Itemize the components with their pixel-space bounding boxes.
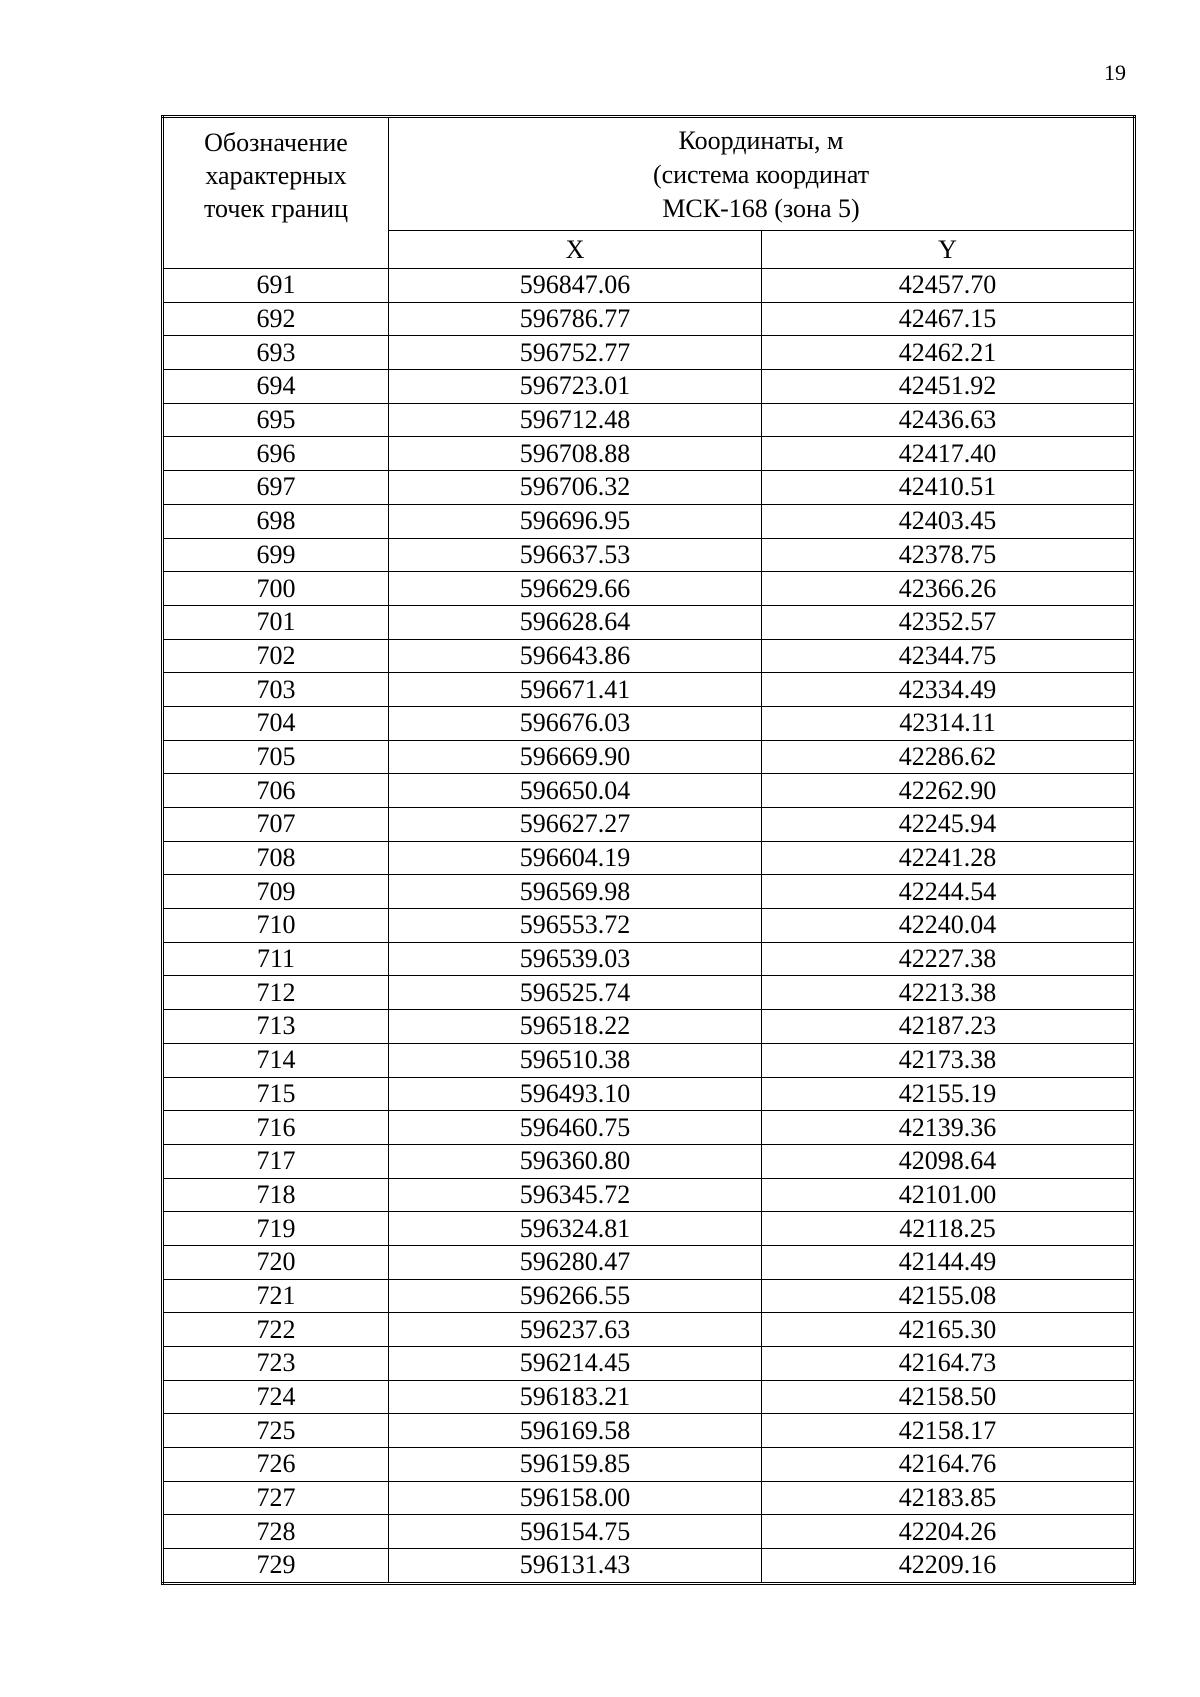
x-coordinate-cell: 596131.43 — [389, 1549, 762, 1584]
x-coordinate-cell: 596752.77 — [389, 336, 762, 370]
table-row — [163, 1347, 1135, 1381]
table-row — [163, 875, 1135, 909]
table-row — [163, 437, 1135, 471]
point-cell: 697 — [163, 471, 389, 505]
x-coordinate-cell: 596266.55 — [389, 1279, 762, 1313]
y-coordinate-cell: 42378.75 — [762, 538, 1135, 572]
y-coordinate-cell: 42155.19 — [762, 1077, 1135, 1111]
x-coordinate-cell: 596158.00 — [389, 1481, 762, 1515]
y-coordinate-cell: 42098.64 — [762, 1144, 1135, 1178]
table-row — [163, 976, 1135, 1010]
y-axis-header: Y — [762, 231, 1135, 269]
point-cell: 716 — [163, 1111, 389, 1145]
x-coordinate-cell: 596159.85 — [389, 1448, 762, 1482]
point-cell: 698 — [163, 504, 389, 538]
y-coordinate-cell: 42158.17 — [762, 1414, 1135, 1448]
point-cell: 709 — [163, 875, 389, 909]
y-coordinate-cell: 42187.23 — [762, 1010, 1135, 1044]
coords-header-line: Координаты, м — [678, 126, 844, 155]
coords-header-line: МСК-168 (зона 5) — [662, 194, 860, 223]
y-coordinate-cell: 42213.38 — [762, 976, 1135, 1010]
table-row — [163, 302, 1135, 336]
point-cell: 706 — [163, 774, 389, 808]
x-coordinate-cell: 596628.64 — [389, 605, 762, 639]
table-row — [163, 605, 1135, 639]
x-axis-header: X — [389, 231, 762, 269]
point-cell: 712 — [163, 976, 389, 1010]
x-coordinate-cell: 596214.45 — [389, 1347, 762, 1381]
point-cell: 723 — [163, 1347, 389, 1381]
x-coordinate-cell: 596569.98 — [389, 875, 762, 909]
table-row — [163, 1380, 1135, 1414]
table-row — [163, 1144, 1135, 1178]
table-row — [163, 403, 1135, 437]
page-number: 19 — [1104, 60, 1126, 85]
y-coordinate-cell: 42204.26 — [762, 1515, 1135, 1549]
table-row — [163, 740, 1135, 774]
y-coordinate-cell: 42173.38 — [762, 1043, 1135, 1077]
table-row — [163, 1279, 1135, 1313]
table-row — [163, 269, 1135, 303]
table-row — [163, 841, 1135, 875]
x-coordinate-cell: 596237.63 — [389, 1313, 762, 1347]
table-row — [163, 639, 1135, 673]
x-coordinate-cell: 596637.53 — [389, 538, 762, 572]
point-cell: 707 — [163, 808, 389, 842]
y-coordinate-cell: 42183.85 — [762, 1481, 1135, 1515]
table-row — [163, 1010, 1135, 1044]
x-coordinate-cell: 596183.21 — [389, 1380, 762, 1414]
table-row — [163, 706, 1135, 740]
point-cell: 720 — [163, 1245, 389, 1279]
y-coordinate-cell: 42286.62 — [762, 740, 1135, 774]
x-coordinate-cell: 596460.75 — [389, 1111, 762, 1145]
point-cell: 708 — [163, 841, 389, 875]
table-row — [163, 1111, 1135, 1145]
coords-header-line: (система координат — [652, 160, 870, 189]
point-header-line: Обозначение — [204, 128, 348, 157]
point-cell: 721 — [163, 1279, 389, 1313]
point-cell: 705 — [163, 740, 389, 774]
point-cell: 711 — [163, 942, 389, 976]
x-coordinate-cell: 596539.03 — [389, 942, 762, 976]
table-row — [163, 909, 1135, 943]
point-header-line: характерных — [205, 161, 347, 190]
table-row — [163, 1448, 1135, 1482]
x-coordinate-cell: 596345.72 — [389, 1178, 762, 1212]
table-row — [163, 538, 1135, 572]
point-cell: 710 — [163, 909, 389, 943]
y-coordinate-cell: 42344.75 — [762, 639, 1135, 673]
x-coordinate-cell: 596169.58 — [389, 1414, 762, 1448]
point-cell: 726 — [163, 1448, 389, 1482]
point-designation-header — [163, 117, 389, 269]
x-coordinate-cell: 596847.06 — [389, 269, 762, 303]
point-cell: 703 — [163, 673, 389, 707]
y-coordinate-cell: 42164.73 — [762, 1347, 1135, 1381]
table-row — [163, 1212, 1135, 1246]
x-coordinate-cell: 596510.38 — [389, 1043, 762, 1077]
y-coordinate-cell: 42158.50 — [762, 1380, 1135, 1414]
table-row — [163, 336, 1135, 370]
y-coordinate-cell: 42241.28 — [762, 841, 1135, 875]
y-coordinate-cell: 42467.15 — [762, 302, 1135, 336]
table-row — [163, 572, 1135, 606]
point-cell: 719 — [163, 1212, 389, 1246]
table-row — [163, 504, 1135, 538]
y-coordinate-cell: 42436.63 — [762, 403, 1135, 437]
y-coordinate-cell: 42227.38 — [762, 942, 1135, 976]
point-cell: 718 — [163, 1178, 389, 1212]
y-coordinate-cell: 42457.70 — [762, 269, 1135, 303]
table-row — [163, 1481, 1135, 1515]
table-row — [163, 774, 1135, 808]
y-coordinate-cell: 42240.04 — [762, 909, 1135, 943]
point-header-line: точек границ — [203, 194, 349, 223]
x-coordinate-cell: 596360.80 — [389, 1144, 762, 1178]
table-row — [163, 1313, 1135, 1347]
point-cell: 695 — [163, 403, 389, 437]
y-coordinate-cell: 42144.49 — [762, 1245, 1135, 1279]
point-cell: 727 — [163, 1481, 389, 1515]
x-coordinate-cell: 596518.22 — [389, 1010, 762, 1044]
x-coordinate-cell: 596708.88 — [389, 437, 762, 471]
y-coordinate-cell: 42244.54 — [762, 875, 1135, 909]
table-row — [163, 1515, 1135, 1549]
boundary-points-table — [161, 115, 1136, 1585]
x-coordinate-cell: 596643.86 — [389, 639, 762, 673]
y-coordinate-cell: 42417.40 — [762, 437, 1135, 471]
x-coordinate-cell: 596723.01 — [389, 370, 762, 404]
point-cell: 702 — [163, 639, 389, 673]
table-body — [163, 269, 1135, 1584]
point-cell: 714 — [163, 1043, 389, 1077]
x-coordinate-cell: 596493.10 — [389, 1077, 762, 1111]
y-coordinate-cell: 42334.49 — [762, 673, 1135, 707]
y-coordinate-cell: 42155.08 — [762, 1279, 1135, 1313]
point-cell: 700 — [163, 572, 389, 606]
x-coordinate-cell: 596676.03 — [389, 706, 762, 740]
table-header — [163, 117, 1135, 269]
y-coordinate-cell: 42451.92 — [762, 370, 1135, 404]
y-coordinate-cell: 42139.36 — [762, 1111, 1135, 1145]
table-row — [163, 1077, 1135, 1111]
x-coordinate-cell: 596712.48 — [389, 403, 762, 437]
point-cell: 692 — [163, 302, 389, 336]
table-row — [163, 1549, 1135, 1584]
point-cell: 694 — [163, 370, 389, 404]
y-coordinate-cell: 42410.51 — [762, 471, 1135, 505]
point-cell: 713 — [163, 1010, 389, 1044]
y-coordinate-cell: 42403.45 — [762, 504, 1135, 538]
x-coordinate-cell: 596671.41 — [389, 673, 762, 707]
x-coordinate-cell: 596324.81 — [389, 1212, 762, 1246]
table-row — [163, 1178, 1135, 1212]
x-coordinate-cell: 596154.75 — [389, 1515, 762, 1549]
table-row — [163, 673, 1135, 707]
x-coordinate-cell: 596696.95 — [389, 504, 762, 538]
point-cell: 701 — [163, 605, 389, 639]
header-row-main — [163, 117, 1135, 231]
x-coordinate-cell: 596706.32 — [389, 471, 762, 505]
table-row — [163, 1245, 1135, 1279]
x-coordinate-cell: 596525.74 — [389, 976, 762, 1010]
x-coordinate-cell: 596280.47 — [389, 1245, 762, 1279]
point-cell: 722 — [163, 1313, 389, 1347]
y-coordinate-cell: 42164.76 — [762, 1448, 1135, 1482]
y-coordinate-cell: 42165.30 — [762, 1313, 1135, 1347]
point-cell: 696 — [163, 437, 389, 471]
x-coordinate-cell: 596629.66 — [389, 572, 762, 606]
y-coordinate-cell: 42352.57 — [762, 605, 1135, 639]
x-coordinate-cell: 596604.19 — [389, 841, 762, 875]
x-coordinate-cell: 596669.90 — [389, 740, 762, 774]
y-coordinate-cell: 42101.00 — [762, 1178, 1135, 1212]
y-coordinate-cell: 42462.21 — [762, 336, 1135, 370]
x-coordinate-cell: 596786.77 — [389, 302, 762, 336]
point-cell: 715 — [163, 1077, 389, 1111]
point-cell: 724 — [163, 1380, 389, 1414]
table-row — [163, 1414, 1135, 1448]
point-cell: 704 — [163, 706, 389, 740]
coordinates-header — [389, 117, 1135, 231]
point-cell: 693 — [163, 336, 389, 370]
y-coordinate-cell: 42314.11 — [762, 706, 1135, 740]
point-cell: 728 — [163, 1515, 389, 1549]
y-coordinate-cell: 42366.26 — [762, 572, 1135, 606]
point-cell: 729 — [163, 1549, 389, 1584]
y-coordinate-cell: 42245.94 — [762, 808, 1135, 842]
table-row — [163, 942, 1135, 976]
y-coordinate-cell: 42262.90 — [762, 774, 1135, 808]
point-cell: 725 — [163, 1414, 389, 1448]
point-cell: 691 — [163, 269, 389, 303]
table-row — [163, 808, 1135, 842]
table-row — [163, 1043, 1135, 1077]
point-cell: 699 — [163, 538, 389, 572]
x-coordinate-cell: 596627.27 — [389, 808, 762, 842]
x-coordinate-cell: 596650.04 — [389, 774, 762, 808]
table-row — [163, 471, 1135, 505]
table-row — [163, 370, 1135, 404]
y-coordinate-cell: 42118.25 — [762, 1212, 1135, 1246]
x-coordinate-cell: 596553.72 — [389, 909, 762, 943]
y-coordinate-cell: 42209.16 — [762, 1549, 1135, 1584]
point-cell: 717 — [163, 1144, 389, 1178]
